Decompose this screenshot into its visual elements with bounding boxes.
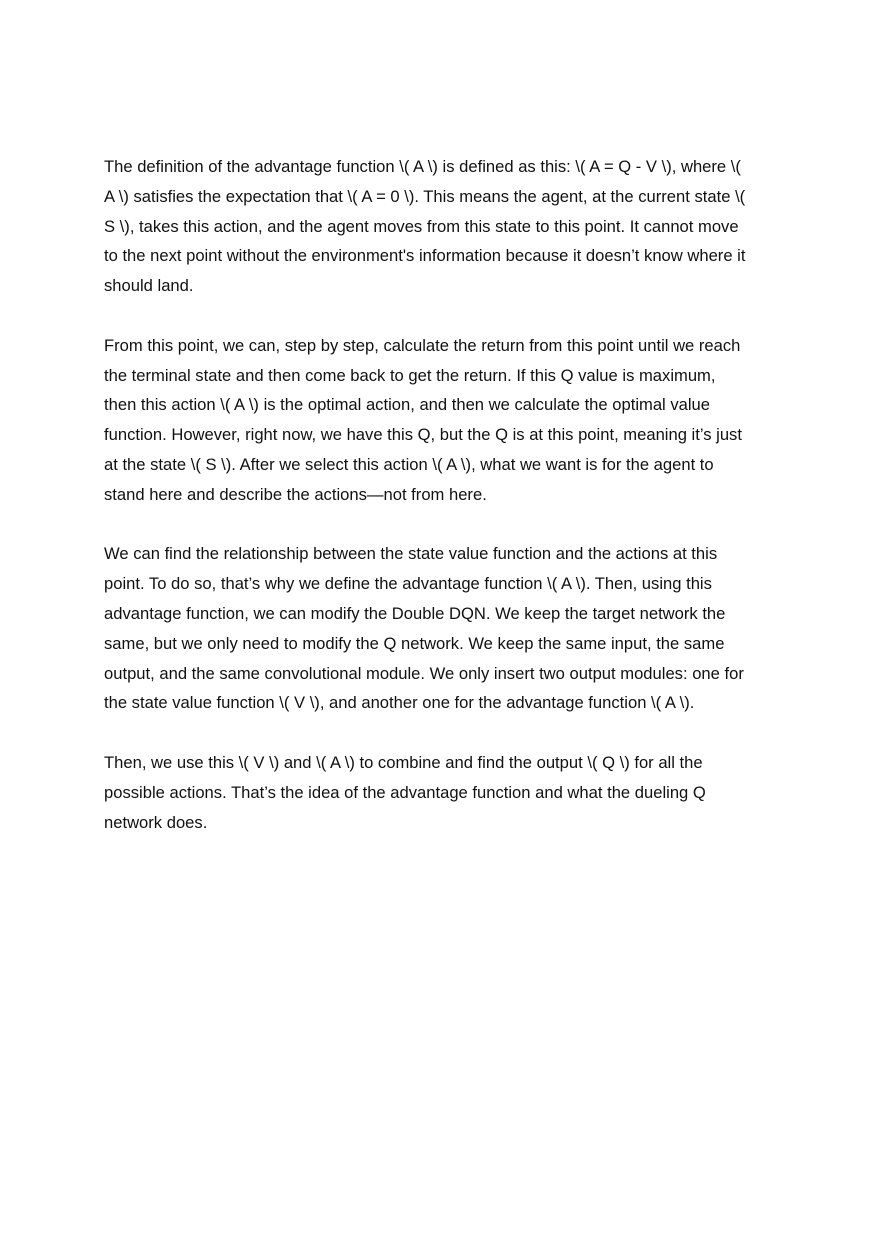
text-line: A \) satisfies the expectation that \( A = 0 \). This means the agent, at the current state \( [104,186,746,206]
text-line: function. However, right now, we have this Q, but the Q is at this point, meaning it’s just [104,425,742,445]
paragraph-dueling-q-summary [104,748,779,837]
text-line: the state value function \( V \), and another one for the advantage function \( A \). [104,693,695,713]
text-line: to the next point without the environment's information because it doesn’t know where it [104,246,746,266]
text-line: the terminal state and then come back to get the return. If this Q value is maximum, [104,365,716,385]
text-line: The definition of the advantage function \( A \) is defined as this: \( A = Q - V \), where \( [104,157,741,176]
text-line: same, but we only need to modify the Q network. We keep the same input, the same [104,633,725,653]
text-line: network does. [104,812,208,832]
text-line: From this point, we can, step by step, calculate the return from this point until we reach [104,335,741,355]
text-line: stand here and describe the actions—not from here. [104,484,487,504]
text-line: output, and the same convolutional module. We only insert two output modules: one for [104,663,744,683]
text-line: possible actions. That’s the idea of the advantage function and what the dueling Q [104,782,706,802]
text-line: S \), takes this action, and the agent moves from this state to this point. It cannot move [104,216,739,236]
text-line: at the state \( S \). After we select this action \( A \), what we want is for the agent to [104,454,714,474]
paragraph-double-dqn-modification [104,539,779,718]
text-line: should land. [104,276,194,296]
paragraph-return-calculation [104,331,779,510]
text-line: advantage function, we can modify the Double DQN. We keep the target network the [104,603,726,623]
text-line: point. To do so, that’s why we define the advantage function \( A \). Then, using this [104,574,712,594]
text-line: then this action \( A \) is the optimal action, and then we calculate the optimal value [104,395,711,415]
paragraph-advantage-definition [104,152,779,301]
text-line: Then, we use this \( V \) and \( A \) to combine and find the output \( Q \) for all the [104,752,703,772]
document-body [104,152,779,867]
text-line: We can find the relationship between the state value function and the actions at this [104,544,718,564]
